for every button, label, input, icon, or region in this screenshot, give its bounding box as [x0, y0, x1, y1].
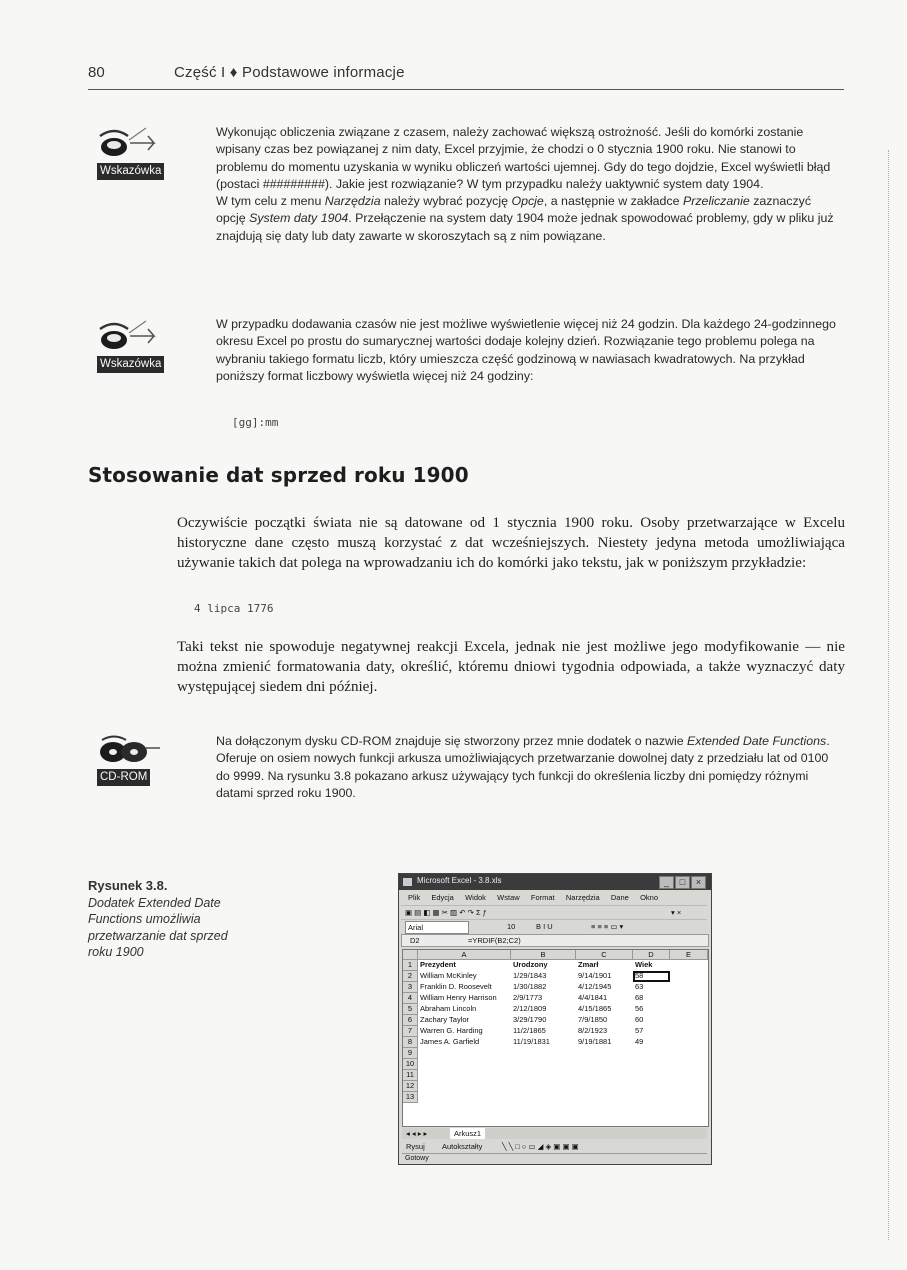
menu-item[interactable]: Plik — [408, 893, 421, 902]
row-header[interactable]: 1 — [403, 960, 418, 971]
table-cell[interactable]: 4/15/1865 — [578, 1004, 612, 1013]
table-cell[interactable]: 57 — [635, 1026, 644, 1035]
table-cell[interactable]: Zmarł — [578, 960, 599, 969]
name-box[interactable]: D2 — [410, 936, 420, 945]
menu-item[interactable]: Widok — [465, 893, 486, 902]
column-header[interactable]: E — [670, 950, 708, 960]
note-text — [216, 733, 840, 802]
addin-name: Extended Date Functions — [687, 734, 827, 748]
paragraph-text: Taki tekst nie spowoduje negatywnej reakcji Excela, jednak nie jest możliwe jego modyfikowanie — nie można zmienić formatowania daty, określić, któremu dniowi tygodnia odpowiada, a także wyznaczyć daty występującej siedem dni później. — [177, 639, 845, 696]
column-header[interactable]: B — [511, 950, 576, 960]
menu-item[interactable]: Dane — [610, 893, 629, 902]
select-all-corner[interactable] — [403, 950, 418, 960]
row-header[interactable]: 12 — [403, 1081, 418, 1092]
align-icons[interactable]: ≡ ≡ ≡ ▭ ▾ — [591, 922, 624, 931]
table-cell[interactable]: 3/29/1790 — [513, 1015, 547, 1024]
row-header[interactable]: 9 — [403, 1048, 418, 1059]
chevron-down-icon[interactable]: ▾ × — [671, 908, 682, 917]
excel-screenshot — [398, 873, 712, 1165]
excel-menu-bar — [399, 891, 711, 904]
table-cell[interactable]: Urodzony — [513, 960, 548, 969]
note-paragraph: Wykonując obliczenia związane z czasem, należy zachować większą ostrożność. Jeśli do komórki zostanie wpisany czas bez powiązanej z nim daty, Excel przyjmie, że chodzi o 0 stycznia 1900 roku. Nie stanowi to problemu do momentu uzyskania w wyniku obliczeń wartości ujemnej. Gdy do tego dojdzie, Excel wyświetli błąd (postaci #########). Jakie jest rozwiązanie? W tym przypadku należy uaktywnić system daty 1904. — [216, 125, 831, 191]
status-bar — [402, 1153, 707, 1164]
table-cell[interactable]: William McKinley — [420, 971, 477, 980]
note-paragraph: W tym celu z menu Narzędzia należy wybrać pozycję Opcje, a następnie w zakładce Przeliczanie zaznaczyć opcję System daty 1904. Przełączenie na system daty 1904 może jednak spowodować problemy, gdy w pliku już znajdują się daty lub daty zawarte w skoroszytach są z nim powiązane. — [216, 194, 834, 243]
page-number: 80 — [88, 64, 105, 81]
sheet-tab[interactable]: Arkusz1 — [450, 1128, 485, 1139]
cd-rom-icon — [96, 730, 166, 792]
table-cell[interactable]: 9/14/1901 — [578, 971, 612, 980]
note-text — [216, 124, 840, 245]
table-cell[interactable]: 49 — [635, 1037, 644, 1046]
column-header[interactable]: C — [576, 950, 633, 960]
hint-icon — [96, 317, 166, 379]
table-cell[interactable]: 8/2/1923 — [578, 1026, 608, 1035]
table-cell[interactable]: 56 — [635, 1004, 644, 1013]
table-cell[interactable]: Wiek — [635, 960, 653, 969]
table-cell[interactable]: Zachary Taylor — [420, 1015, 470, 1024]
table-cell[interactable]: Abraham Lincoln — [420, 1004, 477, 1013]
body-paragraph — [177, 637, 845, 698]
row-header[interactable]: 2 — [403, 971, 418, 982]
page-edge — [888, 150, 889, 1240]
excel-app-icon — [403, 878, 412, 886]
hint-icon — [96, 124, 166, 186]
table-cell[interactable]: 1/29/1843 — [513, 971, 547, 980]
row-header[interactable]: 3 — [403, 982, 418, 993]
excel-window-title: Microsoft Excel - 3.8.xls — [417, 876, 502, 885]
header-rule — [88, 89, 844, 90]
menu-item[interactable]: Wstaw — [497, 893, 520, 902]
table-cell[interactable]: 7/9/1850 — [578, 1015, 608, 1024]
font-size-select[interactable]: 10 — [507, 922, 516, 931]
menu-item[interactable]: Okno — [640, 893, 658, 902]
note-text — [216, 316, 840, 385]
table-cell[interactable]: Prezydent — [420, 960, 456, 969]
row-header[interactable]: 8 — [403, 1037, 418, 1048]
toolbar-icons[interactable]: ▣ ▤ ◧ ▦ ✂ ▨ ↶ ↷ Σ ƒ — [405, 908, 487, 917]
body-paragraph — [177, 513, 845, 574]
menu-item[interactable]: Edycja — [431, 893, 454, 902]
table-cell[interactable]: 68 — [635, 993, 644, 1002]
code-example: [gg]:mm — [232, 416, 279, 429]
running-head: Część I ♦ Podstawowe informacje — [174, 64, 405, 81]
tab-name: Przeliczanie — [682, 194, 750, 209]
table-cell[interactable]: 60 — [635, 1015, 644, 1024]
drawing-toolbar — [402, 1141, 707, 1152]
menu-name: Narzędzia — [324, 194, 381, 209]
table-cell[interactable]: Franklin D. Roosevelt — [420, 982, 492, 991]
section-title: Stosowanie dat sprzed roku 1900 — [88, 463, 469, 487]
font-select[interactable]: Arial — [405, 921, 469, 934]
format-buttons[interactable]: B I U — [536, 922, 553, 931]
menu-item[interactable]: Narzędzia — [565, 893, 600, 902]
sheet-tabs-bar — [402, 1128, 707, 1139]
worksheet-grid[interactable] — [402, 949, 709, 1127]
status-text: Gotowy — [405, 1155, 429, 1162]
note-paragraph: W przypadku dodawania czasów nie jest możliwe wyświetlenie więcej niż 24 godzin. Dla każdego 24-godzinnego okresu Excel po prostu do sumarycznej wartości dodaje kolejny dzień. Rozwiązanie tego problemu polega na wybraniu takiego formatu liczb, który umieszcza część godzinową w nawiasach kwadratowych. Na przykład poniższy format liczbowy wyświetla więcej niż 24 godziny: — [216, 317, 836, 383]
table-cell[interactable]: Warren G. Harding — [420, 1026, 483, 1035]
close-icon[interactable]: × — [691, 876, 706, 889]
figure-caption-text: Dodatek Extended Date Functions umożliwia przetwarzanie dat sprzed roku 1900 — [88, 895, 228, 959]
drawing-tools[interactable]: ╲ ╲ □ ○ ▭ ◢ ◈ ▣ ▣ ▣ — [502, 1142, 579, 1151]
table-cell[interactable]: James A. Garfield — [420, 1037, 480, 1046]
table-cell[interactable]: 58 — [635, 971, 644, 980]
menu-item[interactable]: Format — [530, 893, 555, 902]
excel-title-bar — [399, 874, 711, 890]
table-cell[interactable]: 11/2/1865 — [513, 1026, 546, 1035]
maximize-icon[interactable]: □ — [675, 876, 690, 889]
table-cell[interactable]: 1/30/1882 — [513, 982, 547, 991]
note-label: Wskazówka — [97, 163, 164, 180]
minimize-icon[interactable]: _ — [659, 876, 674, 889]
table-cell[interactable]: 2/9/1773 — [513, 993, 543, 1002]
note-label: CD-ROM — [97, 769, 150, 786]
autoshapes-menu[interactable]: Autokształty — [442, 1142, 483, 1151]
formatting-toolbar — [401, 919, 707, 933]
tab-nav-icons[interactable]: ◂ ◂ ▸ ▸ — [406, 1129, 428, 1138]
note-paragraph: Na dołączonym dysku CD-ROM znajduje się stworzony przez mnie dodatek o nazwie Extended Date Functions. Oferuje on osiem nowych funkcji arkusza umożliwiających przetwarzanie dowolnej daty z przedziału lat od 0100 do 9999. Na rysunku 3.8 pokazano arkusz używający tych funkcji do określenia liczby dni pomiędzy różnymi datami sprzed roku 1900. — [216, 734, 830, 800]
row-header[interactable]: 5 — [403, 1004, 418, 1015]
column-header[interactable]: D — [633, 950, 670, 960]
note-label: Wskazówka — [97, 356, 164, 373]
row-header[interactable]: 7 — [403, 1026, 418, 1037]
paragraph-text: Oczywiście początki świata nie są datowane od 1 stycznia 1900 roku. Osoby przetwarzające w Excelu historyczne dane często muszą korzystać z dat wcześniejszych. Niestety jedyna metoda umożliwiająca używanie takich dat polega na wprowadzaniu ich do komórki jako tekstu, jak w poniższym przykładzie: — [177, 515, 845, 572]
row-header[interactable]: 11 — [403, 1070, 418, 1081]
table-cell[interactable]: 2/12/1809 — [513, 1004, 547, 1013]
draw-menu[interactable]: Rysuj — [406, 1142, 425, 1151]
figure-caption — [88, 878, 248, 961]
table-cell[interactable]: 63 — [635, 982, 644, 991]
row-header[interactable]: 4 — [403, 993, 418, 1004]
row-header[interactable]: 6 — [403, 1015, 418, 1026]
active-cell-selection[interactable] — [633, 971, 670, 982]
row-header[interactable]: 13 — [403, 1092, 418, 1103]
figure-number: Rysunek 3.8. — [88, 878, 168, 893]
menu-item-name: Opcje — [511, 194, 544, 209]
table-cell[interactable]: 11/19/1831 — [513, 1037, 550, 1046]
option-name: System daty 1904 — [249, 211, 349, 226]
table-cell[interactable]: 4/4/1841 — [578, 993, 608, 1002]
standard-toolbar — [401, 905, 707, 919]
column-header[interactable]: A — [418, 950, 511, 960]
table-cell[interactable]: 9/19/1881 — [578, 1037, 612, 1046]
date-example: 4 lipca 1776 — [194, 602, 274, 615]
formula-input[interactable]: =YRDIF(B2;C2) — [468, 936, 521, 945]
row-header[interactable]: 10 — [403, 1059, 418, 1070]
table-cell[interactable]: William Henry Harrison — [420, 993, 497, 1002]
formula-bar — [401, 934, 709, 947]
table-cell[interactable]: 4/12/1945 — [578, 982, 612, 991]
